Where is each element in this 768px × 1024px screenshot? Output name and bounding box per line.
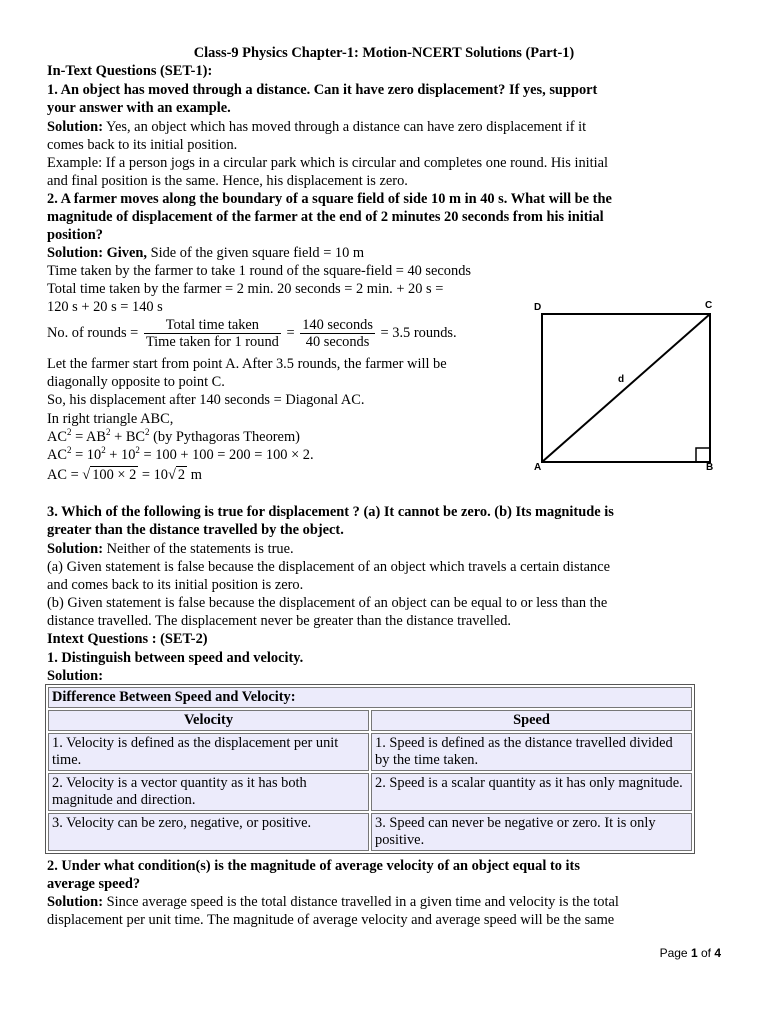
q3-question-line1: 3. Which of the following is true for displacement ? (a) It cannot be zero. (b) Its magnitude is (47, 504, 614, 520)
s2q2-question-line2: average speed? (47, 876, 141, 892)
table-row (48, 773, 692, 811)
fraction-numerator: Total time taken (144, 317, 281, 334)
exponent: 2 (67, 445, 72, 456)
q2-question-line1: 2. A farmer moves along the boundary of a square field of side 10 m in 40 s. What will be the (47, 191, 612, 207)
label-b: B (706, 462, 714, 473)
q2-total-time-line1: Total time taken by the farmer = 2 min. 20 seconds = 2 min. + 20 s = (47, 281, 444, 297)
term: + BC (110, 429, 146, 445)
table-row (48, 813, 692, 851)
unit: m (187, 467, 202, 483)
q3-b-line1: (b) Given statement is false because the displacement of an object can be equal to or less than the (47, 595, 608, 611)
term: = 10 (71, 447, 102, 463)
fraction-denominator: Time taken for 1 round (145, 333, 279, 350)
q2-triangle-line: In right triangle ABC, (47, 411, 174, 427)
q1-solution (47, 118, 586, 136)
square-field-diagram (528, 296, 718, 476)
q1-question-line1: 1. An object has moved through a distance. Can it have zero displacement? If yes, support (47, 82, 598, 98)
solution-label: Solution: (47, 894, 103, 910)
q2-question-line3: position? (47, 227, 103, 243)
table-cell: 2. Speed is a scalar quantity as it has only magnitude. (371, 773, 692, 811)
header-speed: Speed (371, 710, 692, 731)
term: = 10√ (138, 467, 176, 483)
term: + 10 (105, 447, 136, 463)
label-d: D (534, 302, 542, 313)
q3-b-line2: distance travelled. The displacement never be greater than the distance travelled. (47, 613, 512, 629)
term: = AB (71, 429, 107, 445)
fraction-time (144, 317, 281, 351)
set2-heading: Intext Questions : (SET-2) (47, 631, 208, 647)
q3-solution-text: Neither of the statements is true. (102, 541, 294, 557)
term: = 100 + 100 = 200 = 100 × 2. (139, 447, 314, 463)
s2q2-solution-text: Since average speed is the total distance travelled in a given time and velocity is the total (102, 894, 619, 910)
q2-rounds-equation (47, 316, 457, 351)
s2q1-solution-label: Solution: (47, 668, 103, 684)
term: AC (47, 429, 67, 445)
speed-velocity-table (45, 684, 695, 854)
q2-start-line2: diagonally opposite to point C. (47, 374, 225, 390)
header-velocity: Velocity (48, 710, 369, 731)
radicand: 2 (177, 467, 186, 483)
rounds-label: No. of rounds = (47, 325, 139, 341)
term: AC (47, 447, 67, 463)
s2q2-question-line1: 2. Under what condition(s) is the magnitude of average velocity of an object equal to its (47, 858, 580, 874)
q2-total-time-line2: 120 s + 20 s = 140 s (47, 299, 163, 315)
q3-a-line1: (a) Given statement is false because the displacement of an object which travels a certain distance (47, 559, 610, 575)
q2-pythagoras (47, 428, 300, 446)
solution-label: Solution: (47, 541, 103, 557)
q1-solution-text: Yes, an object which has moved through a distance can have zero displacement if it (102, 119, 587, 135)
rounds-result: = 3.5 rounds. (380, 325, 457, 341)
q2-question-line2: magnitude of displacement of the farmer at the end of 2 minutes 20 seconds from his initial (47, 209, 604, 225)
exponent: 2 (106, 427, 111, 438)
page-number: 1 (690, 946, 698, 960)
table-row (48, 733, 692, 771)
exponent: 2 (135, 445, 140, 456)
table-cell: 2. Velocity is a vector quantity as it has both magnitude and direction. (48, 773, 369, 811)
q2-solution (47, 244, 364, 262)
q1-question-line2: your answer with an example. (47, 100, 231, 116)
q1-example-line2: and final position is the same. Hence, his displacement is zero. (47, 173, 408, 189)
page-label: Page (659, 946, 691, 960)
exponent: 2 (145, 427, 150, 438)
table-header-row (48, 710, 692, 731)
q3-solution (47, 540, 294, 558)
page-total: 4 (714, 946, 721, 960)
table-cell: 1. Velocity is defined as the displacement per unit time. (48, 733, 369, 771)
table-caption: Difference Between Speed and Velocity: (48, 687, 692, 708)
diagonal-ac (542, 314, 710, 462)
page-of: of (697, 946, 715, 960)
label-a: A (534, 462, 542, 473)
solution-label: Solution: Given, (47, 245, 147, 261)
term: (by Pythagoras Theorem) (149, 429, 300, 445)
radicand: 100 × 2 (92, 467, 137, 483)
s2q2-solution-line2: displacement per unit time. The magnitude of average velocity and average speed will be the same (47, 912, 615, 928)
table-caption-row (48, 687, 692, 708)
q2-start-line1: Let the farmer start from point A. After 3.5 rounds, the farmer will be (47, 356, 447, 372)
fraction-denominator: 40 seconds (305, 333, 370, 350)
set1-heading: In-Text Questions (SET-1): (47, 63, 213, 79)
q3-question-line2: greater than the distance travelled by the object. (47, 522, 344, 538)
table-cell: 3. Speed can never be negative or zero. It is only positive. (371, 813, 692, 851)
term: AC = √ (47, 467, 91, 483)
q2-time-round: Time taken by the farmer to take 1 round of the square-field = 40 seconds (47, 263, 471, 279)
solution-label: Solution: (47, 119, 103, 135)
equals-sign: = (286, 325, 295, 341)
q1-solution-line2: comes back to its initial position. (47, 137, 238, 153)
table-cell: 3. Velocity can be zero, negative, or positive. (48, 813, 369, 851)
label-diagonal: d (618, 374, 625, 385)
s2q2-solution (47, 893, 619, 911)
q2-given: Side of the given square field = 10 m (146, 245, 365, 261)
s2q1-question: 1. Distinguish between speed and velocity. (47, 650, 304, 666)
label-c: C (705, 300, 713, 311)
q2-calculation (47, 446, 314, 464)
q3-a-line2: and comes back to its initial position is zero. (47, 577, 304, 593)
fraction-seconds (300, 317, 375, 351)
fraction-numerator: 140 seconds (302, 316, 373, 333)
table-cell: 1. Speed is defined as the distance travelled divided by the time taken. (371, 733, 692, 771)
q1-example-line1: Example: If a person jogs in a circular park which is circular and completes one round. His initial (47, 155, 609, 171)
right-angle-marker (696, 448, 710, 462)
page-footer (660, 946, 721, 960)
exponent: 2 (101, 445, 106, 456)
exponent: 2 (67, 427, 72, 438)
q2-so-line: So, his displacement after 140 seconds = Diagonal AC. (47, 392, 365, 408)
q2-final-answer (47, 466, 202, 484)
page-title: Class-9 Physics Chapter-1: Motion-NCERT Solutions (Part-1) (193, 45, 575, 61)
